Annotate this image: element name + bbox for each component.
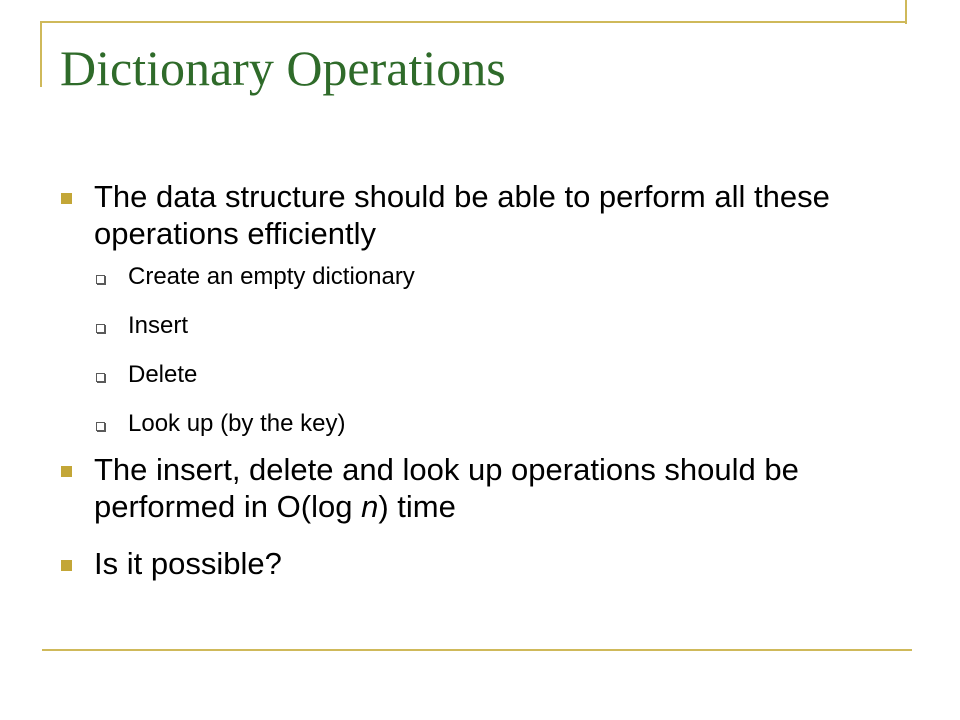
bullet-square-icon — [61, 466, 72, 477]
left-rule — [40, 21, 42, 87]
bullet-item — [60, 451, 900, 525]
sub-bullet-item — [94, 311, 900, 341]
top-rule — [40, 21, 906, 23]
variable-n: n — [361, 489, 379, 524]
bottom-rule — [42, 649, 912, 651]
checkbox-bullet-icon — [96, 324, 105, 333]
bullet-text — [94, 452, 799, 524]
slide-title: Dictionary Operations — [60, 40, 506, 96]
sub-bullet-item — [94, 360, 900, 390]
sub-bullet-item — [94, 409, 900, 439]
bullet-text-part: ) time — [378, 489, 456, 524]
bullet-item — [60, 178, 900, 439]
bullet-square-icon — [61, 560, 72, 571]
bullet-text: The data structure should be able to perform all these operations efficiently — [94, 179, 830, 251]
bullet-square-icon — [61, 193, 72, 204]
right-rule — [905, 0, 907, 24]
bullet-item — [60, 545, 900, 582]
sub-bullet-item — [94, 262, 900, 292]
checkbox-bullet-icon — [96, 275, 105, 284]
bullet-list — [60, 178, 900, 602]
bullet-text: Is it possible? — [94, 546, 282, 581]
sub-bullet-text: Delete — [128, 361, 198, 388]
sub-bullet-text: Insert — [128, 312, 189, 339]
sub-bullet-list — [94, 262, 900, 439]
checkbox-bullet-icon — [96, 373, 105, 382]
checkbox-bullet-icon — [96, 422, 105, 431]
sub-bullet-text: Look up (by the key) — [128, 410, 346, 437]
sub-bullet-text: Create an empty dictionary — [128, 263, 415, 290]
bullet-text-part: The insert, delete and look up operations should be performed in O(log — [94, 452, 799, 524]
